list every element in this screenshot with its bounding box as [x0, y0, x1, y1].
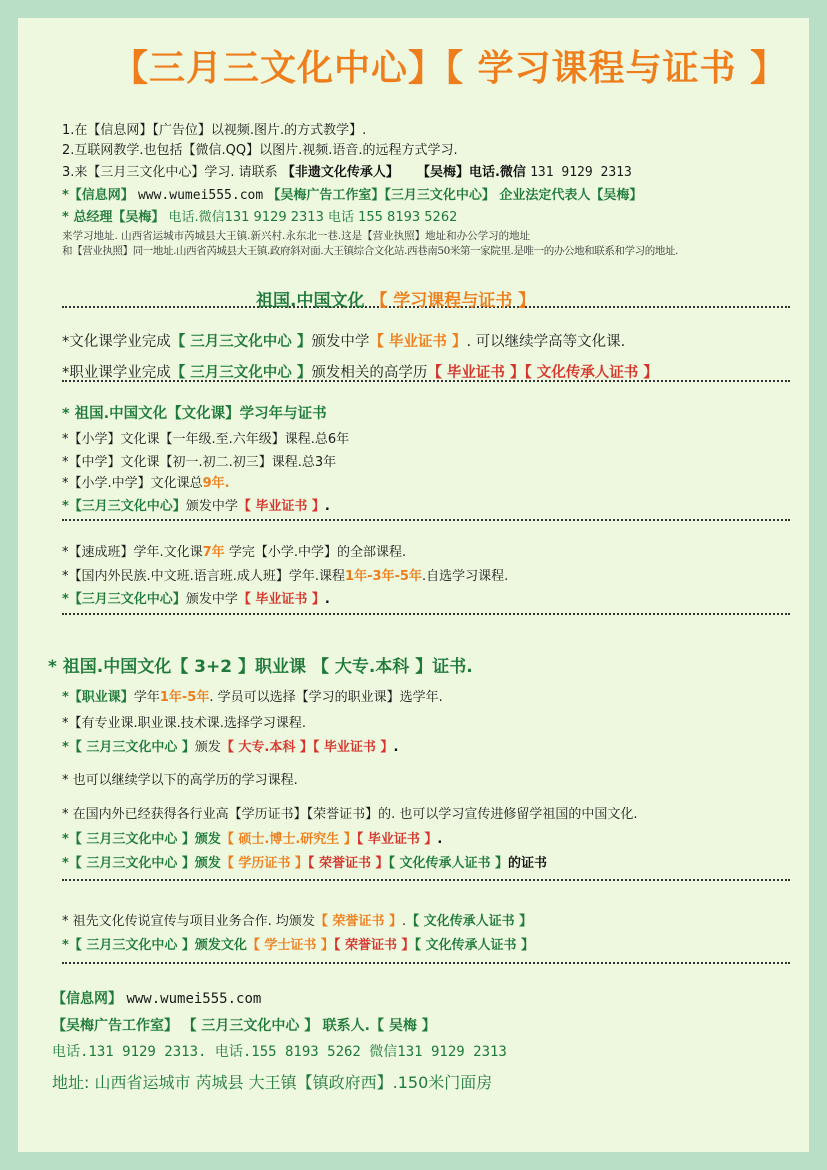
flyer-page: [18, 18, 809, 1152]
footer-address: 地址: 山西省运城市 芮城县 大王镇【镇政府西】.150米门面房: [52, 1073, 493, 1092]
intro-manager: * 总经理【吴梅】: [62, 210, 165, 225]
section5-line-1: [62, 910, 532, 929]
s4-l1a: *【职业课】: [62, 690, 134, 705]
intro-line-3: [62, 161, 632, 180]
footer-site-url[interactable]: www.wumei555.com: [126, 991, 262, 1007]
s4-l6a: *【 三月三文化中心 】颁发: [62, 832, 221, 847]
section1-heading-b: 【 学习课程与证书 】: [370, 291, 536, 311]
s1-p1c: 颁发中学: [311, 334, 370, 350]
section4-line-6: [62, 828, 442, 847]
section3-line-3: [62, 588, 330, 607]
s3-l2a: *【国内外民族.中文班.语言班.成人班】学年.课程: [62, 569, 346, 584]
section1-line-1: [62, 330, 625, 351]
s3-l3d: .: [324, 592, 330, 607]
divider: [62, 879, 790, 881]
intro-line-4: [62, 184, 642, 203]
s3-l1a: *【速成班】学年.文化课: [62, 545, 203, 560]
s2-l3b: 9年.: [202, 476, 230, 491]
s1-p1e: . 可以继续学高等文化课.: [466, 334, 626, 350]
footer-contact: 联系人.【 吴梅 】: [322, 1018, 436, 1034]
address-line-2: 和【营业执照】同一地址.山西省芮城县大王镇.政府斜对面.大王镇综合文化站.西巷南50米第一家院里.是唯一的办公地和联系和学习的地址.: [62, 245, 678, 257]
footer-line-1: [52, 988, 261, 1008]
section5-line-2: [62, 934, 534, 953]
s4-l7e: 的证书: [508, 856, 548, 871]
section4-line-5: * 在国内外已经获得各行业高【学历证书】【荣誉证书】的. 也可以学习宣传进修留学祖国的中国文化.: [62, 807, 638, 822]
section4-line-2: *【有专业课.职业课.技术课.选择学习课程.: [62, 716, 307, 731]
s1-p2e: 【 文化传承人证书 】: [524, 365, 658, 381]
s3-l2c: .自选学习课程.: [421, 569, 509, 584]
s5-l1d: 【 文化传承人证书 】: [406, 914, 533, 929]
address-line-1: 来学习地址. 山西省运城市芮城县大王镇.新兴村.永东北一巷.这是【营业执照】地址和办公学习的地址: [62, 230, 531, 242]
footer-center: 【 三月三文化中心 】: [182, 1018, 319, 1034]
s2-l4b: 颁发中学: [185, 499, 238, 514]
intro-contact-label: 【吴梅】电话.微信: [416, 165, 526, 180]
divider: [62, 380, 790, 382]
section3-line-2: [62, 565, 508, 584]
s4-l6b: 【 硕士.博士.研究生 】: [220, 832, 357, 847]
s2-l4d: .: [324, 499, 330, 514]
s1-p2a: *职业课学业完成: [62, 365, 171, 381]
section2-line-2: *【中学】文化课【初一.初二.初三】课程.总3年: [62, 455, 337, 470]
footer-site-label: 【信息网】: [52, 991, 122, 1007]
footer-phones: 电话.131 9129 2313. 电话.155 8193 5262 微信131 9129 2313: [52, 1044, 507, 1060]
footer-line-2: [52, 1015, 436, 1035]
intro-manager-phones: 电话.微信131 9129 2313 电话 155 8193 5262: [168, 210, 458, 225]
s5-l1b: 【 荣誉证书 】: [314, 914, 402, 929]
intro-site-label: *【信息网】: [62, 188, 134, 203]
section4-heading: * 祖国.中国文化【 3+2 】职业课 【 大专.本科 】证书.: [48, 657, 473, 677]
s4-l7a: *【 三月三文化中心 】颁发: [62, 856, 221, 871]
section4-line-1: [62, 686, 443, 705]
s2-l4c: 【 毕业证书 】: [237, 499, 325, 514]
section2-heading: * 祖国.中国文化【文化课】学习年与证书: [62, 406, 327, 422]
divider: [62, 519, 790, 521]
s3-l3a: *【三月三文化中心】: [62, 592, 186, 607]
s3-l3c: 【 毕业证书 】: [237, 592, 325, 607]
intro-studio: 【吴梅广告工作室】【三月三文化中心】 企业法定代表人【吴梅】: [267, 188, 643, 203]
s5-l2b: 【 学士证书 】: [246, 938, 334, 953]
s3-l2b: 1年-3年-5年: [345, 569, 422, 584]
section4-line-3: [62, 736, 398, 755]
s3-l3b: 颁发中学: [185, 592, 238, 607]
divider: [62, 613, 790, 615]
intro-line-1: 1.在【信息网】【广告位】以视频.图片.的方式教学】.: [62, 123, 367, 138]
section2-line-4: [62, 495, 330, 514]
s5-l1c: .: [401, 914, 407, 929]
footer-studio: 【吴梅广告工作室】: [52, 1018, 178, 1034]
s4-l1d: . 学员可以选择【学习的职业课】选学年.: [209, 690, 443, 705]
s4-l7d: 【 文化传承人证书 】: [388, 856, 509, 871]
s4-l1b: 学年: [133, 690, 160, 705]
section1-line-2: [62, 361, 658, 382]
intro-site-url[interactable]: www.wumei555.com: [137, 188, 264, 203]
section1-heading-a: 祖国.中国文化: [256, 291, 365, 311]
s4-l3c: 【 大专.本科 】: [220, 740, 313, 755]
s1-p1d: 【 毕业证书 】: [369, 334, 467, 350]
s1-p2c: 颁发相关的高学历: [311, 365, 428, 381]
s3-l1b: 7年: [202, 545, 225, 560]
s1-p1a: *文化课学业完成: [62, 334, 171, 350]
s1-p2b: 【 三月三文化中心 】: [170, 365, 312, 381]
section2-line-1: *【小学】文化课【一年级.至.六年级】课程.总6年: [62, 432, 350, 447]
page-title: 【三月三文化中心】【 学习课程与证书 】: [112, 48, 788, 89]
intro-line-5: [62, 206, 457, 225]
s3-l1c: 学完【小学.中学】的全部课程.: [228, 545, 407, 560]
s4-l6c: 【 毕业证书 】: [356, 832, 438, 847]
s5-l2d: 【 文化传承人证书 】: [414, 938, 535, 953]
s4-l3b: 颁发: [194, 740, 221, 755]
s4-l3d: 【 毕业证书 】: [312, 740, 394, 755]
divider: [62, 962, 790, 964]
s5-l2a: *【 三月三文化中心 】颁发文化: [62, 938, 247, 953]
s4-l6d: .: [437, 832, 443, 847]
intro-line-2: 2.互联网教学.也包括【微信.QQ】以图片.视频.语音.的远程方式学习.: [62, 143, 458, 158]
intro-line-3-text: 3.来【三月三文化中心】学习. 请联系: [62, 165, 278, 180]
section4-line-4: * 也可以继续学以下的高学历的学习课程.: [62, 773, 298, 788]
intro-phone: 131 9129 2313: [530, 165, 632, 180]
s2-l3a: *【小学.中学】文化课总: [62, 476, 203, 491]
s4-l3e: .: [393, 740, 399, 755]
s4-l3a: *【 三月三文化中心 】: [62, 740, 195, 755]
intro-heritage: 【非遗文化传承人】: [281, 165, 399, 180]
section1-heading: [256, 286, 535, 311]
section2-line-3: [62, 472, 230, 491]
s5-l2c: 【 荣誉证书 】: [333, 938, 415, 953]
section4-line-7: [62, 852, 547, 871]
s1-p2d: 【 毕业证书 】: [427, 365, 525, 381]
s4-l1c: 1年-5年: [159, 690, 210, 705]
section3-line-1: [62, 541, 406, 560]
s4-l7b: 【 学历证书 】: [220, 856, 308, 871]
s1-p1b: 【 三月三文化中心 】: [170, 334, 312, 350]
s5-l1a: * 祖先文化传说宣传与项目业务合作. 均颁发: [62, 914, 315, 929]
s4-l7c: 【 荣誉证书 】: [307, 856, 389, 871]
s2-l4a: *【三月三文化中心】: [62, 499, 186, 514]
